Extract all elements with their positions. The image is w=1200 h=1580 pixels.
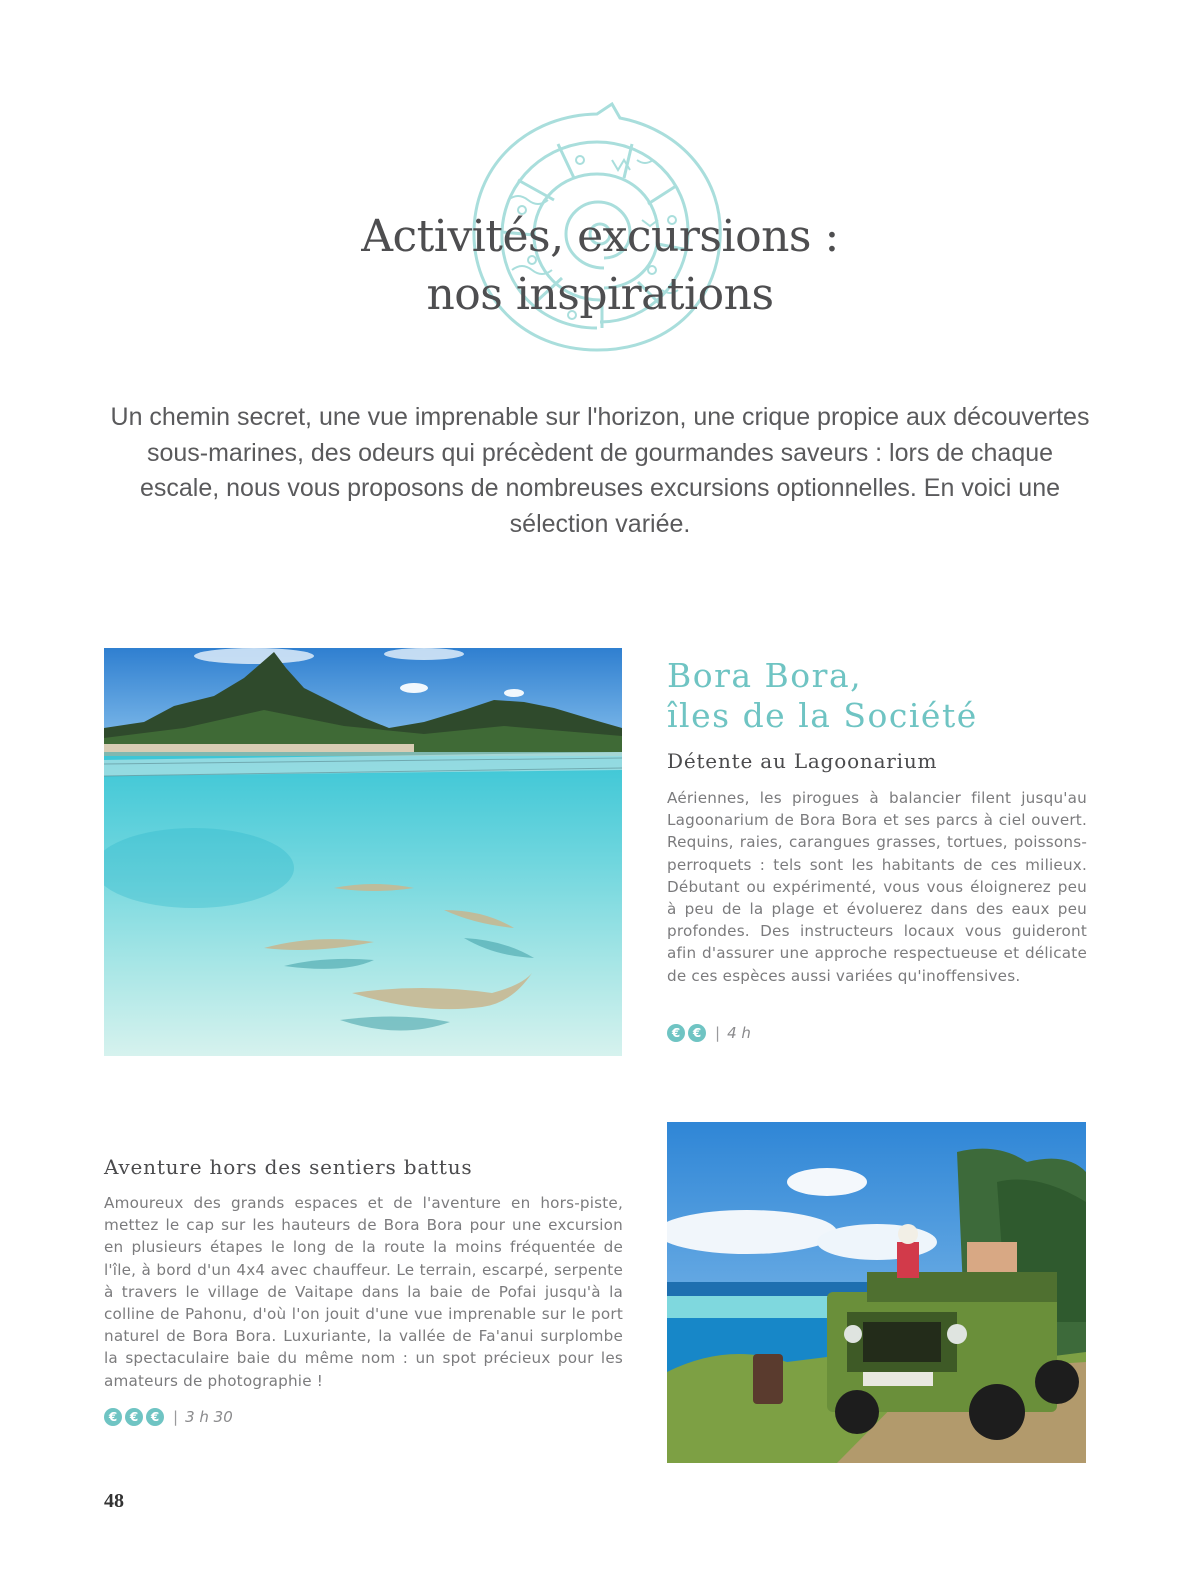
destination-title-line-1: Bora Bora, [667, 656, 863, 695]
intro-paragraph: Un chemin secret, une vue imprenable sur l'horizon, une crique propice aux découvertes sous-marines, des odeurs qui précèdent de gourmandes saveurs : lors de chaque escale, nous vous proposons de nombreuses excursions optionnelles. En voici une sélection variée. [110, 403, 1090, 538]
activity-duration: 3 h 30 [185, 1408, 233, 1426]
destination-title [667, 656, 978, 736]
activity-description-offroad: Amoureux des grands espaces et de l'aventure en hors-piste, mettez le cap sur les hauteurs de Bora Bora pour une excursion en plusieurs étapes le long de la route la moins fréquentée de l'île, à bord d'un 4x4 avec chauffeur. Le terrain, escarpé, serpente à travers le village de Vaitape dans la baie de Pofai jusqu'à la colline de Pahonu, d'où l'on jouit d'une vue imprenable sur le port naturel de Bora Bora. Luxuriante, la vallée de Fa'anui surplombe la spectaculaire baie du même nom : un spot précieux pour les amateurs de photographie ! [104, 1194, 623, 1390]
page-title-line-1: Activités, excursions : [361, 211, 839, 262]
euro-price-icon: € [146, 1408, 164, 1426]
page-number: 48 [104, 1490, 124, 1512]
page-title-line-2: nos inspirations [426, 269, 774, 320]
meta-separator: | [715, 1024, 721, 1042]
meta-separator: | [173, 1408, 179, 1426]
activity-meta-offroad [104, 1408, 233, 1426]
activity-duration: 4 h [727, 1024, 751, 1042]
euro-price-icon: € [688, 1024, 706, 1042]
jeep-safari-photo [667, 1122, 1086, 1463]
page-title [200, 208, 1000, 324]
euro-price-icon: € [104, 1408, 122, 1426]
destination-title-line-2: îles de la Société [667, 696, 978, 735]
euro-price-icon: € [667, 1024, 685, 1042]
activity-description-lagoonarium: Aériennes, les pirogues à balancier filent jusqu'au Lagoonarium de Bora Bora et ses parcs à ciel ouvert. Requins, raies, carangues grasses, tortues, poissons-perroquets : tels sont les habitants de ces milieux. Débutant ou expérimenté, vous vous éloignerez peu à peu de la plage et évoluerez dans des eaux peu profondes. Des instructeurs locaux vous guideront afin d'assurer une approche respectueuse et délicate de ces espèces aussi variées qu'inoffensives. [667, 789, 1087, 985]
lagoon-sharks-photo [104, 648, 622, 1056]
activity-title-offroad: Aventure hors des sentiers battus [104, 1155, 473, 1179]
activity-meta-lagoonarium [667, 1024, 751, 1042]
activity-title-lagoonarium: Détente au Lagoonarium [667, 749, 938, 773]
euro-price-icon: € [125, 1408, 143, 1426]
